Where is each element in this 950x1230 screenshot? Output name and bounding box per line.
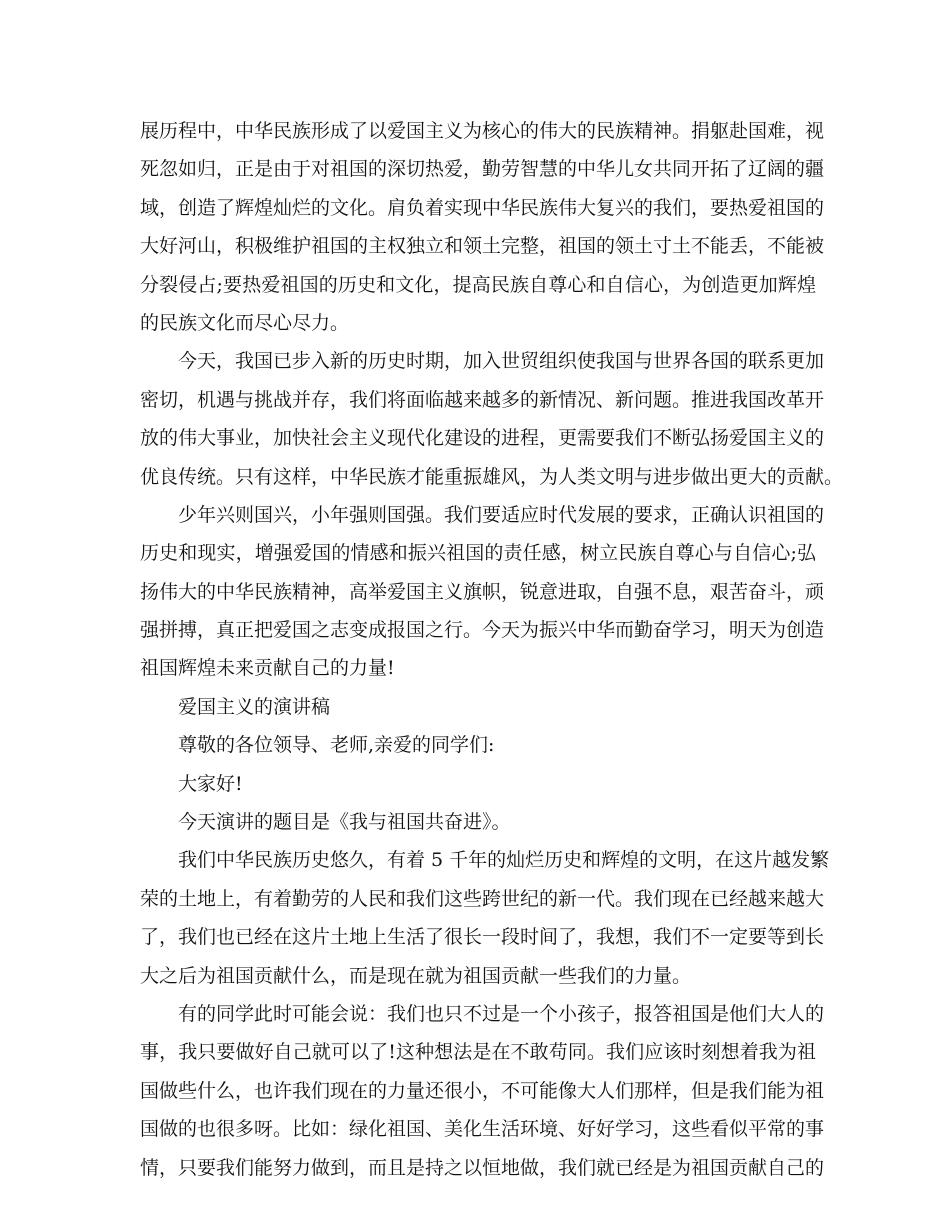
text-line: 强拼搏，真正把爱国之志变成报国之行。今天为振兴中华而勤奋学习，明天为创造	[140, 619, 825, 642]
text-line: 大好河山，积极维护祖国的主权独立和领土完整，祖国的领土寸土不能丢，不能被	[140, 235, 825, 258]
text-line: 国做些什么，也许我们现在的力量还很小，不可能像大人们那样，但是我们能为祖	[140, 1079, 825, 1102]
text-line: 今天，我国已步入新的历史时期，加入世贸组织使我国与世界各国的联系更加	[178, 350, 825, 373]
text-line: 分裂侵占;要热爱祖国的历史和文化，提高民族自尊心和自信心，为创造更加辉煌	[140, 273, 816, 296]
text-line: 尊敬的各位领导、老师,亲爱的同学们:	[178, 734, 495, 757]
text-line: 大家好!	[178, 772, 243, 795]
text-line: 了，我们也已经在这片土地上生活了很长一段时间了，我想，我们不一定要等到长	[140, 926, 825, 949]
document-page	[140, 112, 844, 1187]
text-line: 密切，机遇与挑战并存，我们将面临越来越多的新情况、新问题。推进我国改革开	[140, 388, 825, 411]
text-line: 的民族文化而尽心尽力。	[140, 311, 350, 334]
text-line: 展历程中，中华民族形成了以爱国主义为核心的伟大的民族精神。捐躯赴国难，视	[140, 120, 825, 142]
text-line: 历史和现实，增强爱国的情感和振兴祖国的责任感，树立民族自尊心与自信心;弘	[140, 542, 816, 565]
text-line: 爱国主义的演讲稿	[178, 695, 331, 718]
text-line: 死忽如归，正是由于对祖国的深切热爱，勤劳智慧的中华儿女共同开拓了辽阔的疆	[140, 158, 825, 181]
text-line: 少年兴则国兴，小年强则国强。我们要适应时代发展的要求，正确认识祖国的	[178, 503, 825, 526]
text-line: 我们中华民族历史悠久，有着 5 千年的灿烂历史和辉煌的文明，在这片越发繁	[178, 849, 830, 872]
text-line: 情，只要我们能努力做到，而且是持之以恒地做，我们就已经是为祖国贡献自己的	[140, 1156, 825, 1179]
text-line: 优良传统。只有这样，中华民族才能重振雄风，为人类文明与进步做出更大的贡献。	[140, 465, 844, 488]
text-line: 大之后为祖国贡献什么，而是现在就为祖国贡献一些我们的力量。	[140, 964, 692, 987]
text-line: 国做的也很多呀。比如：绿化祖国、美化生活环境、好好学习，这些看似平常的事	[140, 1118, 825, 1141]
text-line: 荣的土地上，有着勤劳的人民和我们这些跨世纪的新一代。我们现在已经越来越大	[140, 887, 825, 910]
text-line: 有的同学此时可能会说：我们也只不过是一个小孩子，报答祖国是他们大人的	[178, 1002, 825, 1025]
text-line: 今天演讲的题目是《我与祖国共奋进》。	[178, 811, 511, 834]
text-line: 祖国辉煌未来贡献自己的力量!	[140, 657, 395, 680]
text-line: 扬伟大的中华民族精神，高举爱国主义旗帜，锐意进取，自强不息，艰苦奋斗，顽	[140, 580, 825, 603]
text-line: 事，我只要做好自己就可以了!这种想法是在不敢苟同。我们应该时刻想着我为祖	[140, 1041, 816, 1064]
text-line: 放的伟大事业，加快社会主义现代化建设的进程，更需要我们不断弘扬爱国主义的	[140, 427, 825, 450]
text-line: 域，创造了辉煌灿烂的文化。肩负着实现中华民族伟大复兴的我们，要热爱祖国的	[140, 196, 825, 219]
